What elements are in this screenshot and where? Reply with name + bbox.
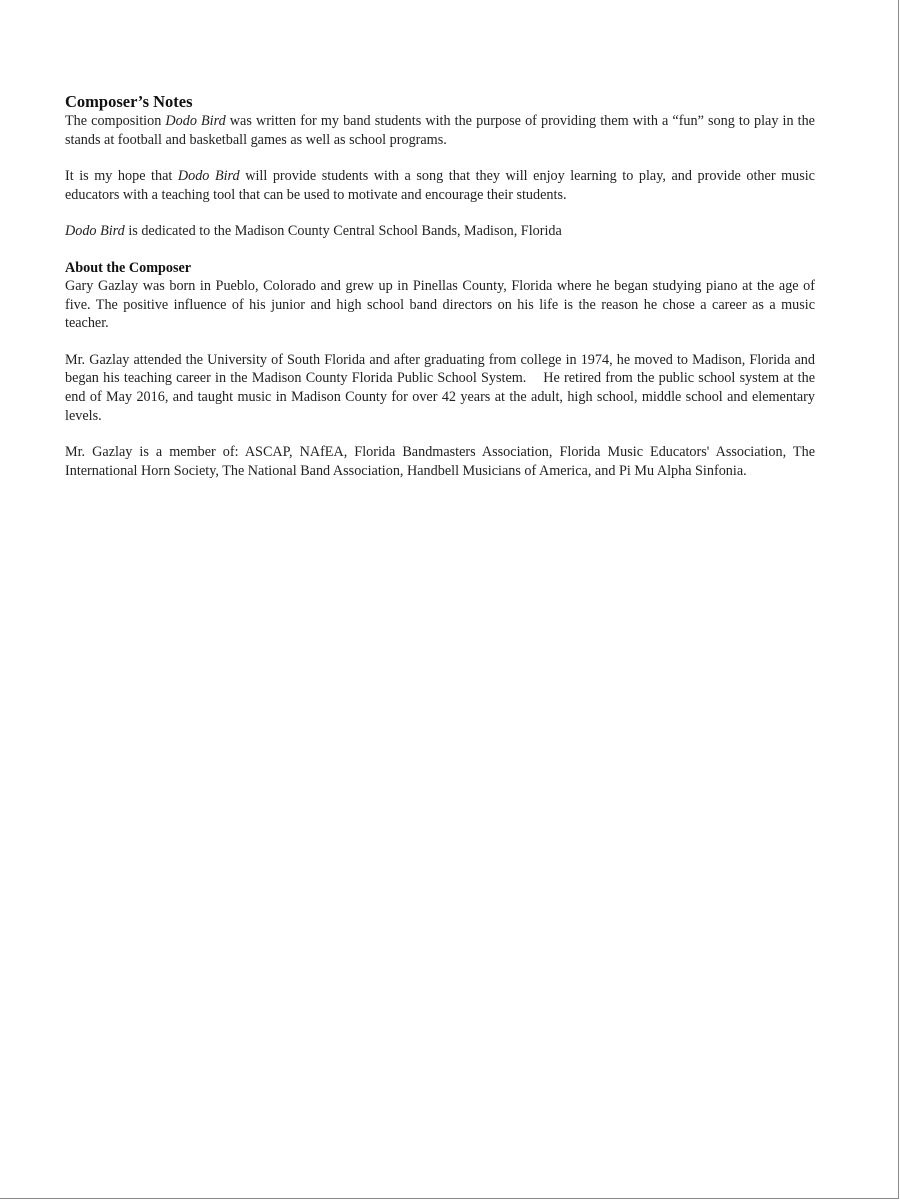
about-composer-heading: About the Composer	[65, 259, 192, 276]
p1-text-a: The composition	[65, 113, 166, 129]
composers-notes-paragraph-3	[65, 222, 815, 241]
p2-text-a: It is my hope that	[65, 168, 178, 185]
p3-text-c: is dedicated to the Madison County Central School Bands, Madison, Florida	[124, 223, 562, 240]
about-composer-paragraph-1: Gary Gazlay was born in Pueblo, Colorado and grew up in Pinellas County, Florida where he began studying piano at the age of five. The positive influence of his junior and high school band directors on his life is the reason he chose a career as a music teacher.	[65, 277, 815, 332]
document-body	[65, 92, 819, 498]
p2-text-c: will provide students with a song that they will enjoy learning to play, and provide other music educators with a teaching tool that can be used to motivate and encourage their students.	[65, 168, 815, 203]
composers-notes-paragraph-1	[65, 112, 815, 149]
p2-title-italic: Dodo Bird	[177, 168, 240, 185]
about-composer-paragraph-2: Mr. Gazlay attended the University of South Florida and after graduating from college in 1974, he moved to Madison, Florida and began his teaching career in the Madison County Florida Public School System. He retired from the public school system at the end of May 2016, and taught music in Madison County for over 42 years at the adult, high school, middle school and elementary levels.	[65, 351, 819, 424]
p1-text-c: was written for my band students with the purpose of providing them with a “fun” song to play in the stands at football and basketball games as well as school programs.	[65, 113, 815, 148]
composers-notes-paragraph-2	[65, 167, 815, 204]
composers-notes-heading: Composer’s Notes	[65, 92, 193, 111]
p1-title-italic: Dodo Bird	[165, 113, 226, 129]
p3-title-italic: Dodo Bird	[65, 223, 125, 240]
about-composer-paragraph-3: Mr. Gazlay is a member of: ASCAP, NAfEA, Florida Bandmasters Association, Florida Music Educators' Association, The International Horn Society, The National Band Association, Handbell Musicians of America, and Pi Mu Alpha Sinfonia.	[65, 444, 815, 479]
